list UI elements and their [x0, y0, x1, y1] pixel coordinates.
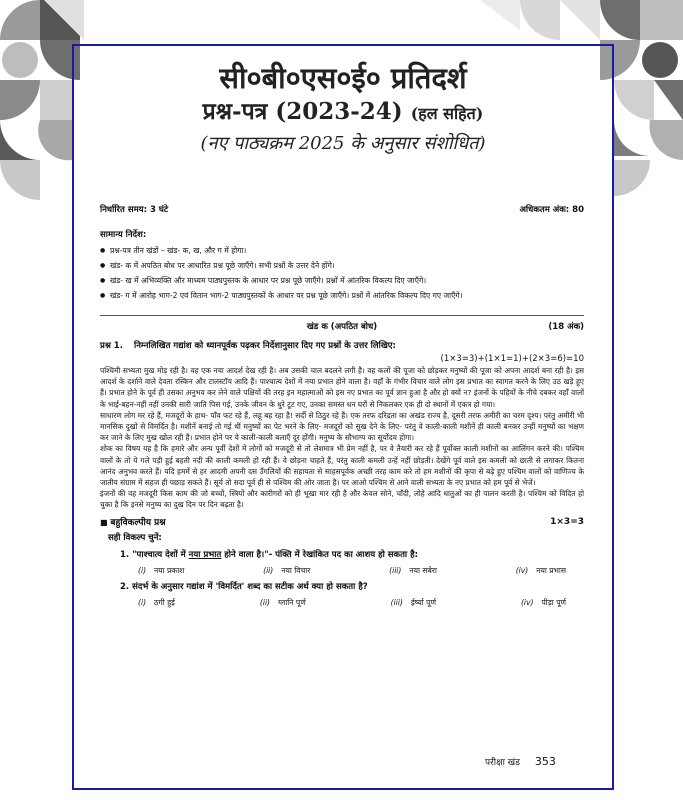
mcq-option[interactable] [263, 565, 310, 576]
mcq-text-part: होने वाला है।"- पंक्ति में रेखांकित पद का आशय हो सकता है: [224, 549, 419, 560]
option-text: नया प्रभास [536, 565, 566, 575]
mcq-question [120, 582, 584, 608]
footer-section: परीक्षा खंड [485, 758, 520, 768]
instruction-item: ● खंड- क में अपठित बोध पर आधारित प्रश्न पूछे जाएँगे। सभी प्रश्नों के उत्तर देने होंगे। [100, 260, 584, 271]
instruction-item: ● खंड- ख में अभिव्यक्ति और माध्यम पाठ्यपुस्तक के आधार पर प्रश्न पूछे जाएँगे। प्रश्नों में आंतरिक विकल्प दिए जाएँगे। [100, 275, 584, 286]
option-label: (iii) [389, 565, 402, 575]
mcq-question-text [120, 550, 584, 561]
option-text: ग्लानि पूर्ण [278, 597, 306, 607]
page-footer [485, 755, 556, 768]
mcq-option[interactable] [521, 597, 566, 608]
option-text: नया सबेरा [409, 565, 437, 575]
passage-paragraph: पश्चिमी सभ्यता मुख मोड़ रही है। वह एक नया आदर्श देख रही है। अब उसकी चाल बदलने लगी है। वह कलों की पूजा को छोड़कर मनुष्यों की पूजा को अपना आदर्श बना रही है। इस आदर्श के दर्शाने वाले देवता रस्किन और टालस्टॉय आदि हैं। पाश्चात्य देशों में नया प्रभात होने वाला है। वहाँ के गंभीर विचार वाले लोग इस प्रभात का स्वागत करने के लिए उठ खड़े हुए हैं। प्रभात होने के पूर्व ही उसका अनुभव कर लेने वाले पक्षियों की तरह इन महात्माओं को इस नए प्रभात का पूर्व ज्ञान हुआ है और हो क्यों न? इंजनों के पहियों के नीचे दबकर वहाँ वालों के भाई-बहन-नहीं नहीं उनकी सारी जाति पिस गई, उनके जीवन के धुरे टूट गए, उनका समस्त धन घरों से निकलकर एक ही दो स्थानों में एकत्र हो गया। [100, 366, 584, 409]
passage-paragraph: इंजनों की वह मजदूरी किस काम की जो बच्चों, स्त्रियों और कारीगरों को ही भूखा मार रही है और केवल सोने, चाँदी, लोहे आदि धातुओं का ही पालन करती है। पश्चिम को विदित हो चुका है कि इनसे मनुष्य का दुख दिन पर दिन बढ़ता है। [100, 489, 584, 510]
mcq-number: 2. [120, 581, 130, 592]
mcq-text-part: संदर्भ के अनुसार गद्यांश में 'विमर्दित' शब्द का सटीक अर्थ क्या हो सकता है? [132, 581, 368, 592]
mcq-option[interactable] [138, 565, 184, 576]
instruction-item: ● प्रश्न-पत्र तीन खंडों – खंड- क, ख, और ग में होगा। [100, 245, 584, 256]
section-a-marks: (18 अंक) [548, 322, 584, 332]
mcq-option[interactable] [389, 565, 437, 576]
title-line-3: (नए पाठ्यक्रम 2025 के अनुसार संशोधित) [200, 133, 486, 154]
mcq-question [120, 550, 584, 576]
mcq-options [138, 565, 584, 576]
option-text: ईर्ष्या पूर्ण [410, 597, 436, 607]
page-number: 353 [534, 755, 556, 768]
option-label: (iii) [390, 597, 403, 607]
option-label: (iv) [515, 565, 529, 575]
section-a-heading [100, 322, 584, 333]
title-with-solutions: (हल सहित) [410, 104, 484, 123]
mcq-question-text [120, 582, 584, 593]
option-text: ठगी हुई [154, 597, 175, 607]
mcq-subheading: सही विकल्प चुनें: [108, 532, 162, 543]
question-text: निम्नलिखित गद्यांश को ध्यानपूर्वक पढ़कर निर्देशानुसार दिए गए प्रश्नों के उत्तर लिखिए: [134, 341, 396, 351]
option-label: (ii) [263, 565, 274, 575]
instructions-list [100, 245, 584, 301]
passage [100, 365, 584, 511]
mcq-marks: 1×3=3 [550, 516, 584, 527]
title-paper-year: प्रश्न-पत्र (2023-24) [202, 98, 403, 125]
mcq-underlined-phrase: नया प्रभात [188, 549, 222, 560]
mcq-heading [100, 517, 584, 529]
option-label: (i) [138, 565, 147, 575]
option-text: पीड़ा पूर्ण [541, 597, 566, 607]
option-text: नया प्रकाश [154, 565, 185, 575]
instructions-title: सामान्य निर्देश: [100, 230, 147, 240]
paper-content [100, 205, 584, 608]
option-label: (iv) [520, 597, 534, 607]
option-label: (i) [138, 597, 147, 607]
question-marks: (1×3=3)+(1×1=1)+(2×3=6)=10 [440, 354, 584, 364]
question-number: प्रश्न 1. [100, 341, 123, 351]
section-divider [100, 315, 584, 316]
mcq-option[interactable] [391, 597, 436, 608]
title-line-2 [72, 96, 614, 130]
option-text: नया विचार [281, 565, 311, 575]
mcq-option[interactable] [516, 565, 566, 576]
mcq-options [138, 597, 584, 608]
option-label: (ii) [259, 597, 271, 607]
title-line-1: सी०बी०एस०ई० प्रतिदर्श [219, 61, 467, 95]
max-marks: अधिकतम अंक: 80 [519, 205, 584, 215]
section-a-title: खंड क (अपठित बोध) [306, 322, 378, 332]
meta-row [100, 205, 584, 216]
mcq-option[interactable] [260, 597, 306, 608]
page-header [72, 60, 614, 158]
mcq-text-part: "पाश्चात्य देशों में [132, 549, 186, 560]
instruction-item: ● खंड- ग में आरोह भाग-2 एवं वितान भाग-2 पाठ्यपुस्तकों के आधार पर प्रश्न पूछे जाएँगे। प्रश्नों में आंतरिक विकल्प दिए गए जाएँगे। [100, 290, 584, 301]
mcq-title: ■ बहुविकल्पीय प्रश्न [100, 517, 166, 529]
passage-paragraph: साधारण लोग मर रहे हैं, मजदूरों के हाथ- पाँव फट रहे हैं, लहू बह रहा है! सर्दी से ठिठुर रहे हैं। एक तरफ दरिद्रता का अखंड राज्य है, दूसरी तरफ अमीरी का चरम दृश्य। परंतु अमीरी भी मानसिक दुखों से विमर्दित है। मशीनें बनाई तो गई थीं मनुष्यों का पेट भरने के लिए- मजदूरों को सुख देने के लिए- परंतु वे काली-काली मशीनें ही काली बनकर उन्हीं मनुष्यों का भक्षण कर जाने के लिए मुख खोल रही हैं। प्रभात होने पर ये काली-काली बलाएँ दूर होंगी। मनुष्य के सौभाग्य का सूर्योदय होगा। [100, 410, 584, 443]
mcq-option[interactable] [138, 597, 175, 608]
passage-paragraph: शोक का विषय यह है कि हमारे और अन्य पूर्वी देशों में लोगों को मजदूरी से तो लेशमात्र भी प्रेम नहीं है, पर वे तैयारी कर रहे हैं पूर्वोक्त काली मशीनों का आलिंगन करने की। पश्चिम वालों के तो ये गले पड़ी हुई बहती नदी की काली कमली हो रही हैं। वे छोड़ना चाहते हैं, परंतु काली कमली उन्हें नहीं छोड़ती। देखेंगे पूर्व वाले इस कमली को छाती से लगाकर कितना आनंद अनुभव करते हैं। यदि हममें से हर आदमी अपनी दस उँगलियों की सहायता से साहसपूर्वक अच्छी तरह काम करे तो हम मशीनों की कृपा से बढ़े हुए पश्चिम वालों को वाणिज्य के जातीय संग्राम में सहज ही पछाड़ सकते हैं। सूर्य तो सदा पूर्व ही से पश्चिम की ओर जाता है। पर आओ पश्चिम से आने वाली सभ्यता के नए प्रभात को हम पूर्व से भेजें। [100, 444, 584, 488]
question-1 [100, 341, 584, 352]
mcq-number: 1. [120, 549, 130, 560]
time-allowed: निर्धारित समय: 3 घंटे [100, 205, 169, 215]
